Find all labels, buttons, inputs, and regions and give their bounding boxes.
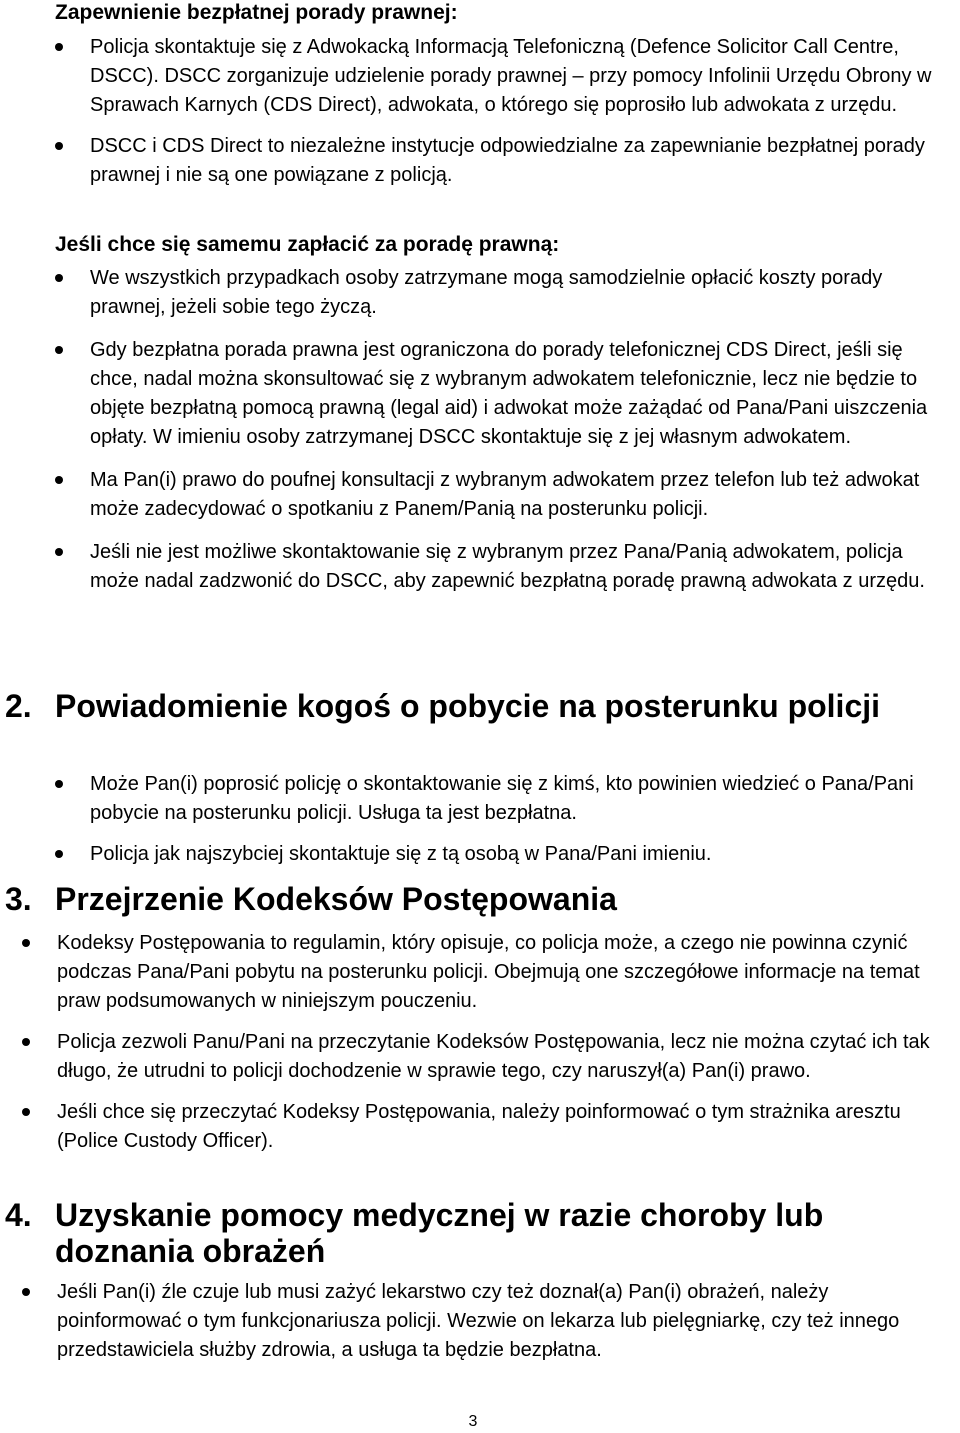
list-item-text: Jeśli nie jest możliwe skontaktowanie się z wybranym przez Pana/Panią adwokatem, policja może nadal zadzwonić do DSCC, aby zapewnić bezpłatną poradę prawną adwokata z urzędu. xyxy=(90,541,925,592)
bullet-icon xyxy=(55,274,63,282)
list-item-text: Jeśli chce się przeczytać Kodeksy Postępowania, należy poinformować o tym strażnika aresztu (Police Custody Officer). xyxy=(57,1101,901,1152)
section-number: 4. xyxy=(5,1197,32,1233)
free-advice-list xyxy=(55,33,935,190)
page-number: 3 xyxy=(468,1413,478,1430)
section-2-title xyxy=(0,688,950,724)
section-4-list xyxy=(22,1278,942,1365)
bullet-icon xyxy=(55,346,63,354)
section-4-title xyxy=(0,1197,950,1269)
list-item xyxy=(22,929,942,1016)
self-pay-list xyxy=(55,264,935,596)
list-item xyxy=(55,770,935,828)
section-3-list xyxy=(22,929,942,1156)
section-heading-text: Powiadomienie kogoś o pobycie na posterunku policji xyxy=(55,688,881,724)
bullet-icon xyxy=(22,1038,30,1046)
bullet-icon xyxy=(55,476,63,484)
bullet-icon xyxy=(55,142,63,150)
section-heading-text: Przejrzenie Kodeksów Postępowania xyxy=(55,881,617,917)
list-item-text: Gdy bezpłatna porada prawna jest ograniczona do porady telefonicznej CDS Direct, jeśli się chce, nadal można skonsultować się z wybranym adwokatem telefonicznie, lecz nie będzie to objęte bezpłatną pomocą prawną (legal aid) i adwokat może zażądać od Pana/Pani uiszczenia opłaty. W imieniu osoby zatrzymanej DSCC skontaktuje się z jej własnym adwokatem. xyxy=(90,339,928,448)
bullet-icon xyxy=(22,1108,30,1116)
list-item-text: Kodeksy Postępowania to regulamin, który opisuje, co policja może, a czego nie powinna czynić podczas Pana/Pani pobytu na posterunku policji. Obejmują one szczegółowe informacje na temat praw podsumowanych w niniejszym pouczeniu. xyxy=(57,932,920,1012)
list-item xyxy=(55,538,935,596)
list-item-text: Jeśli Pan(i) źle czuje lub musi zażyć lekarstwo czy też doznał(a) Pan(i) obrażeń, należy poinformować o tym funkcjonariusza policji. Wezwie on lekarza lub pielęgniarkę, czy też innego przedstawiciela służby zdrowia, a usługa ta będzie bezpłatna. xyxy=(57,1281,900,1361)
list-item xyxy=(55,33,935,120)
list-item xyxy=(55,132,935,190)
self-pay-heading: Jeśli chce się samemu zapłacić za poradę prawną: xyxy=(55,233,560,256)
list-item xyxy=(22,1278,942,1365)
list-item-text: Policja skontaktuje się z Adwokacką Informacją Telefoniczną (Defence Solicitor Call Centre, DSCC). DSCC zorganizuje udzielenie porady prawnej – przy pomocy Infolinii Urzędu Obrony w Sprawach Karnych (CDS Direct), adwokata, o którego się poprosiło lub adwokata z urzędu. xyxy=(90,36,932,116)
list-item-text: Ma Pan(i) prawo do poufnej konsultacji z wybranym adwokatem przez telefon lub też adwokat może zadecydować o spotkaniu z Panem/Panią na posterunku policji. xyxy=(90,469,920,520)
list-item-text: DSCC i CDS Direct to niezależne instytucje odpowiedzialne za zapewnianie bezpłatnej porady prawnej i nie są one powiązane z policją. xyxy=(90,135,925,186)
bullet-icon xyxy=(55,548,63,556)
bullet-icon xyxy=(22,1288,30,1296)
section-number: 3. xyxy=(5,881,32,917)
section-number: 2. xyxy=(5,688,32,724)
list-item xyxy=(55,264,935,322)
bullet-icon xyxy=(22,939,30,947)
list-item-text: We wszystkich przypadkach osoby zatrzymane mogą samodzielnie opłacić koszty porady prawnej, jeżeli sobie tego życzą. xyxy=(90,267,883,318)
list-item-text: Policja zezwoli Panu/Pani na przeczytanie Kodeksów Postępowania, lecz nie można czytać ich tak długo, że utrudni to policji dochodzenie w sprawie tego, czy naruszył(a) Pan(i) prawo. xyxy=(57,1031,930,1082)
section-heading-text: Uzyskanie pomocy medycznej w razie choroby lub doznania obrażeń xyxy=(55,1197,824,1269)
list-item-text: Może Pan(i) poprosić policję o skontaktowanie się z kimś, kto powinien wiedzieć o Pana/Pani pobycie na posterunku policji. Usługa ta jest bezpłatna. xyxy=(90,773,914,824)
section-2-list xyxy=(55,770,935,869)
bullet-icon xyxy=(55,43,63,51)
list-item xyxy=(55,466,935,524)
list-item xyxy=(55,336,935,452)
bullet-icon xyxy=(55,850,63,858)
list-item-text: Policja jak najszybciej skontaktuje się z tą osobą w Pana/Pani imieniu. xyxy=(90,843,712,865)
section-3-title xyxy=(0,881,950,917)
list-item xyxy=(55,840,935,869)
bullet-icon xyxy=(55,780,63,788)
list-item xyxy=(22,1028,942,1086)
list-item xyxy=(22,1098,942,1156)
free-advice-heading: Zapewnienie bezpłatnej porady prawnej: xyxy=(55,1,458,24)
